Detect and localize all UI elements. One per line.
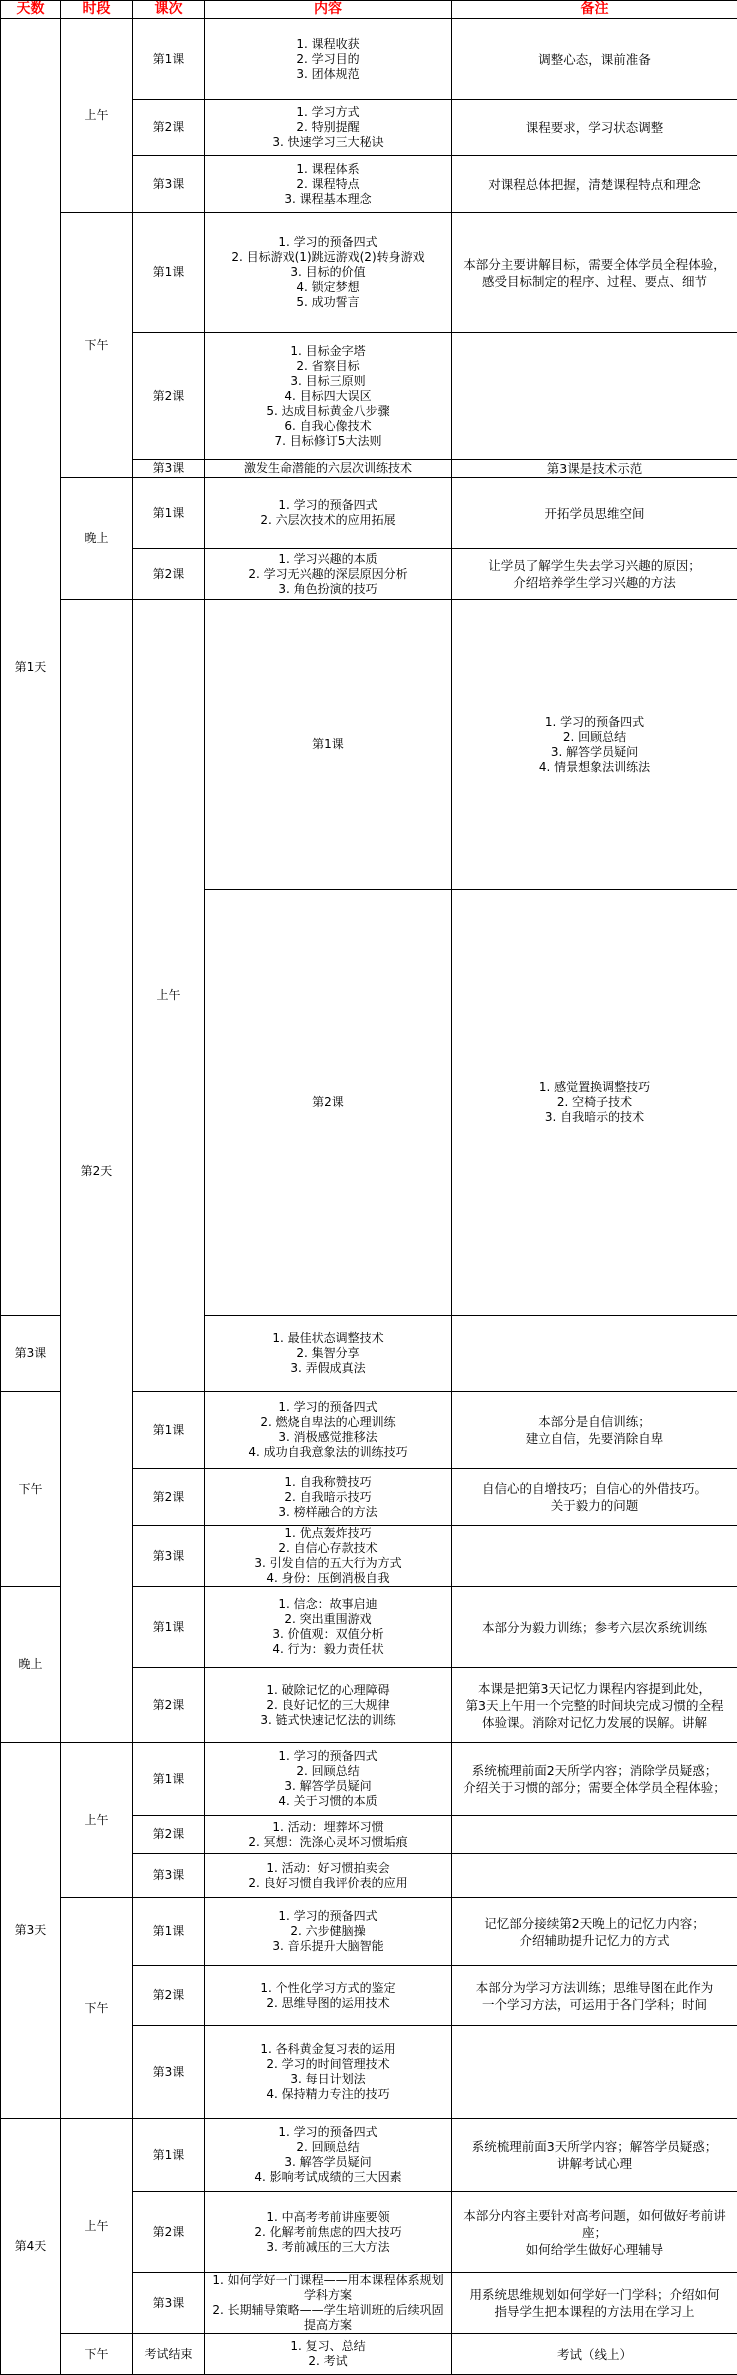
content-item: 4. 行为：毅力责任状: [207, 1642, 449, 1657]
table-row: [1, 600, 737, 890]
note-cell: [452, 156, 737, 213]
content-item: 1. 感觉置换调整技巧: [454, 1080, 735, 1095]
content-item: 3. 音乐提升大脑智能: [207, 1939, 449, 1954]
lesson-cell: 第3课: [133, 1526, 205, 1587]
content-item: 1. 目标金字塔: [207, 344, 449, 359]
note-cell: [452, 2192, 737, 2273]
content-item: 1. 课程体系: [207, 162, 449, 177]
content-item: 4. 情景想象法训练法: [454, 760, 735, 775]
content-cell: [205, 549, 452, 600]
note-line: 介绍辅助提升记忆力的方式: [454, 1932, 735, 1949]
period-cell: 上午: [61, 2119, 133, 2334]
content-item: 2. 回顾总结: [454, 730, 735, 745]
content-item: 1. 学习的预备四式: [207, 498, 449, 513]
content-cell: [205, 2334, 452, 2375]
note-line: 本部分为学习方法训练；思维导图在此作为: [454, 1979, 735, 1996]
content-item: 3. 团体规范: [207, 67, 449, 82]
content-item: 1. 最佳状态调整技术: [207, 1331, 449, 1346]
content-item: 3. 自我暗示的技术: [454, 1110, 735, 1125]
note-cell: [452, 1587, 737, 1668]
content-item: 2. 自信心存款技术: [207, 1541, 449, 1556]
content-item: 2. 长期辅导策略——学生培训班的后续巩固提高方案: [207, 2303, 449, 2333]
lesson-cell: 第1课: [133, 1392, 205, 1469]
content-item: 1. 各科黄金复习表的运用: [207, 2042, 449, 2057]
content-cell: [205, 1966, 452, 2026]
period-cell: 下午: [61, 2334, 133, 2375]
content-cell: [205, 1469, 452, 1526]
table-row: [1, 2119, 737, 2192]
note-cell: [452, 549, 737, 600]
content-item: 2. 学习无兴趣的深层原因分析: [207, 567, 449, 582]
content-item: 3. 每日计划法: [207, 2072, 449, 2087]
day-cell: 第1天: [1, 19, 61, 1316]
note-line: 对课程总体把握，清楚课程特点和理念: [454, 176, 735, 193]
content-item: 6. 自我心像技术: [207, 419, 449, 434]
content-item: 1. 活动：好习惯拍卖会: [207, 1861, 449, 1876]
note-line: 本课是把第3天记忆力课程内容提到此处，: [454, 1680, 735, 1697]
content-cell: [205, 333, 452, 460]
content-cell: [205, 460, 452, 478]
content-item: 2. 学习目的: [207, 52, 449, 67]
note-line: 调整心态，课前准备: [454, 51, 735, 68]
period-cell: 上午: [61, 1743, 133, 1898]
content-cell: [205, 1668, 452, 1743]
content-item: 2. 特别提醒: [207, 120, 449, 135]
table-row: [1, 1898, 737, 1966]
content-item: 3. 目标的价值: [207, 265, 449, 280]
content-item: 4. 影响考试成绩的三大因素: [207, 2170, 449, 2185]
note-cell: [452, 1526, 737, 1587]
content-item: 3. 解答学员疑问: [207, 1779, 449, 1794]
content-cell: [205, 2026, 452, 2119]
content-cell: [205, 2273, 452, 2334]
table-row: [1, 1743, 737, 1816]
period-cell: 上午: [61, 19, 133, 213]
content-item: 3. 价值观：双值分析: [207, 1627, 449, 1642]
note-line: 课程要求，学习状态调整: [454, 119, 735, 136]
content-item: 3. 解答学员疑问: [454, 745, 735, 760]
note-line: 本部分是自信训练；: [454, 1413, 735, 1430]
note-line: 关于毅力的问题: [454, 1497, 735, 1514]
content-cell: [205, 478, 452, 549]
content-cell: [452, 890, 737, 1316]
content-cell: [205, 1587, 452, 1668]
note-line: 感受目标制定的程序、过程、要点、细节: [454, 273, 735, 290]
lesson-cell: 第2课: [205, 890, 452, 1316]
content-item: 5. 达成目标黄金八步骤: [207, 404, 449, 419]
content-item: 2. 学习的时间管理技术: [207, 2057, 449, 2072]
lesson-cell: 第1课: [205, 600, 452, 890]
content-cell: [205, 213, 452, 333]
lesson-cell: 第3课: [133, 1854, 205, 1898]
note-cell: [452, 213, 737, 333]
content-item: 1. 学习的预备四式: [454, 715, 735, 730]
lesson-cell: 第1课: [133, 213, 205, 333]
content-item: 4. 锁定梦想: [207, 280, 449, 295]
content-item: 1. 学习的预备四式: [207, 235, 449, 250]
note-line: 讲解考试心理: [454, 2155, 735, 2172]
content-cell: [205, 1898, 452, 1966]
content-item: 2. 燃烧自卑法的心理训练: [207, 1415, 449, 1430]
content-item: 2. 空椅子技术: [454, 1095, 735, 1110]
schedule-body: [1, 19, 737, 2375]
note-line: 系统梳理前面3天所学内容；解答学员疑惑；: [454, 2138, 735, 2155]
note-line: 建立自信，先要消除自卑: [454, 1430, 735, 1447]
content-item: 4. 关于习惯的本质: [207, 1794, 449, 1809]
note-line: 自信心的自增技巧；自信心的外借技巧。: [454, 1480, 735, 1497]
header-content: 内容: [205, 1, 452, 19]
note-line: 本部分主要讲解目标，需要全体学员全程体验，: [454, 256, 735, 273]
lesson-cell: 第3课: [133, 460, 205, 478]
content-item: 1. 个性化学习方式的鉴定: [207, 1981, 449, 1996]
content-cell: [205, 1743, 452, 1816]
note-cell: [452, 1966, 737, 2026]
lesson-cell: 第2课: [133, 1668, 205, 1743]
content-item: 3. 链式快速记忆法的训练: [207, 1713, 449, 1728]
note-line: 用系统思维规划如何学好一门学科；介绍如何: [454, 2286, 735, 2303]
table-row: [1, 478, 737, 549]
note-cell: [452, 460, 737, 478]
note-cell: [452, 2334, 737, 2375]
content-cell: [205, 1854, 452, 1898]
lesson-cell: 考试结束: [133, 2334, 205, 2375]
content-item: 2. 省察目标: [207, 359, 449, 374]
lesson-cell: 第1课: [133, 1743, 205, 1816]
period-cell: 下午: [1, 1392, 61, 1587]
content-item: 1. 学习的预备四式: [207, 1749, 449, 1764]
lesson-cell: 第1课: [133, 2119, 205, 2192]
note-cell: [452, 1668, 737, 1743]
note-cell: [452, 1316, 737, 1392]
content-item: 4. 成功自我意象法的训练技巧: [207, 1445, 449, 1460]
period-cell: 下午: [61, 1898, 133, 2119]
content-item: 3. 解答学员疑问: [207, 2155, 449, 2170]
content-item: 4. 目标四大误区: [207, 389, 449, 404]
table-row: [1, 19, 737, 100]
lesson-cell: 第2课: [133, 333, 205, 460]
content-item: 1. 学习的预备四式: [207, 1400, 449, 1415]
content-cell: [205, 1526, 452, 1587]
content-item: 5. 成功誓言: [207, 295, 449, 310]
content-item: 3. 目标三原则: [207, 374, 449, 389]
content-item: 激发生命潜能的六层次训练技术: [207, 461, 449, 476]
day-cell: 第3天: [1, 1743, 61, 2119]
lesson-cell: 第2课: [133, 2192, 205, 2273]
note-line: 第3天上午用一个完整的时间块完成习惯的全程: [454, 1697, 735, 1714]
content-cell: [205, 19, 452, 100]
content-item: 2. 化解考前焦虑的四大技巧: [207, 2225, 449, 2240]
note-line: 介绍关于习惯的部分；需要全体学员全程体验；: [454, 1779, 735, 1796]
note-line: 指导学生把本课程的方法用在学习上: [454, 2303, 735, 2320]
day-cell: 第2天: [61, 600, 133, 1743]
lesson-cell: 第2课: [133, 1966, 205, 2026]
content-item: 7. 目标修订5大法则: [207, 434, 449, 449]
lesson-cell: 第1课: [133, 478, 205, 549]
content-item: 2. 考试: [207, 2354, 449, 2369]
header-row: [1, 1, 737, 19]
content-item: 1. 复习、总结: [207, 2339, 449, 2354]
lesson-cell: 第2课: [133, 549, 205, 600]
content-item: 2. 课程特点: [207, 177, 449, 192]
note-cell: [452, 1816, 737, 1854]
lesson-cell: 第3课: [133, 156, 205, 213]
period-cell: 晚上: [1, 1587, 61, 1743]
content-item: 1. 优点轰炸技巧: [207, 1526, 449, 1541]
content-item: 1. 中高考考前讲座要领: [207, 2210, 449, 2225]
content-item: 3. 榜样融合的方法: [207, 1505, 449, 1520]
note-cell: [452, 2119, 737, 2192]
lesson-cell: 第2课: [133, 1816, 205, 1854]
note-cell: [452, 2026, 737, 2119]
content-item: 1. 学习的预备四式: [207, 1909, 449, 1924]
content-item: 3. 消极感觉推移法: [207, 1430, 449, 1445]
table-row: [1, 2334, 737, 2375]
header-day: 天数: [1, 1, 61, 19]
content-item: 1. 学习的预备四式: [207, 2125, 449, 2140]
note-cell: [452, 2273, 737, 2334]
note-cell: [452, 1898, 737, 1966]
content-item: 2. 集智分享: [207, 1346, 449, 1361]
content-item: 1. 自我称赞技巧: [207, 1475, 449, 1490]
note-cell: [452, 1469, 737, 1526]
lesson-cell: 第3课: [1, 1316, 61, 1392]
note-line: 系统梳理前面2天所学内容；消除学员疑惑；: [454, 1762, 735, 1779]
content-item: 1. 活动：埋葬坏习惯: [207, 1820, 449, 1835]
content-item: 3. 引发自信的五大行为方式: [207, 1556, 449, 1571]
content-item: 2. 六步健脑操: [207, 1924, 449, 1939]
day-cell: 第4天: [1, 2119, 61, 2375]
content-item: 1. 信念：故事启迪: [207, 1597, 449, 1612]
note-line: 开拓学员思维空间: [454, 505, 735, 522]
note-line: 本部分内容主要针对高考问题，如何做好考前讲座；: [454, 2207, 735, 2241]
content-item: 3. 考前减压的三大方法: [207, 2240, 449, 2255]
note-line: 一个学习方法，可运用于各门学科；时间: [454, 1996, 735, 2013]
note-line: 如何给学生做好心理辅导: [454, 2241, 735, 2258]
content-item: 3. 课程基本理念: [207, 192, 449, 207]
lesson-cell: 第2课: [133, 100, 205, 156]
content-cell: [205, 1316, 452, 1392]
content-item: 2. 回顾总结: [207, 1764, 449, 1779]
note-cell: [452, 333, 737, 460]
note-line: 第3课是技术示范: [454, 460, 735, 477]
note-line: 让学员了解学生失去学习兴趣的原因；: [454, 557, 735, 574]
content-item: 4. 保持精力专注的技巧: [207, 2087, 449, 2102]
content-item: 3. 角色扮演的技巧: [207, 582, 449, 597]
lesson-cell: 第3课: [133, 2026, 205, 2119]
content-cell: [205, 156, 452, 213]
content-item: 3. 弄假成真法: [207, 1361, 449, 1376]
content-cell: [205, 100, 452, 156]
lesson-cell: 第2课: [133, 1469, 205, 1526]
content-item: 2. 良好习惯自我评价表的应用: [207, 1876, 449, 1891]
note-cell: [452, 1392, 737, 1469]
content-item: 2. 目标游戏(1)跳远游戏(2)转身游戏: [207, 250, 449, 265]
note-line: 记忆部分接续第2天晚上的记忆力内容；: [454, 1915, 735, 1932]
content-item: 2. 自我暗示技巧: [207, 1490, 449, 1505]
content-cell: [205, 2192, 452, 2273]
note-cell: [452, 100, 737, 156]
lesson-cell: 第1课: [133, 1898, 205, 1966]
note-cell: [452, 1854, 737, 1898]
content-item: 2. 六层次技术的应用拓展: [207, 513, 449, 528]
content-cell: [205, 1816, 452, 1854]
lesson-cell: 第3课: [133, 2273, 205, 2334]
content-item: 3. 快速学习三大秘诀: [207, 135, 449, 150]
content-item: 1. 学习兴趣的本质: [207, 552, 449, 567]
content-item: 1. 学习方式: [207, 105, 449, 120]
content-item: 1. 破除记忆的心理障碍: [207, 1683, 449, 1698]
content-cell: [452, 600, 737, 890]
note-line: 介绍培养学生学习兴趣的方法: [454, 574, 735, 591]
content-cell: [205, 2119, 452, 2192]
content-item: 1. 如何学好一门课程——用本课程体系规划学科方案: [207, 2273, 449, 2303]
note-line: 本部分为毅力训练；参考六层次系统训练: [454, 1619, 735, 1636]
content-item: 1. 课程收获: [207, 37, 449, 52]
period-cell: 晚上: [61, 478, 133, 600]
period-cell: 上午: [133, 600, 205, 1392]
content-item: 2. 思维导图的运用技术: [207, 1996, 449, 2011]
note-line: 考试（线上）: [454, 2346, 735, 2363]
header-period: 时段: [61, 1, 133, 19]
note-cell: [452, 478, 737, 549]
content-item: 2. 回顾总结: [207, 2140, 449, 2155]
content-item: 2. 冥想：洗涤心灵坏习惯垢痕: [207, 1835, 449, 1850]
note-cell: [452, 1743, 737, 1816]
period-cell: 下午: [61, 213, 133, 478]
content-item: 4. 身份：压倒消极自我: [207, 1571, 449, 1586]
content-cell: [205, 1392, 452, 1469]
content-item: 2. 突出重围游戏: [207, 1612, 449, 1627]
lesson-cell: 第1课: [133, 19, 205, 100]
note-cell: [452, 19, 737, 100]
lesson-cell: 第1课: [133, 1587, 205, 1668]
note-line: 体验课。消除对记忆力发展的误解。讲解: [454, 1714, 735, 1731]
table-row: [1, 213, 737, 333]
header-lesson: 课次: [133, 1, 205, 19]
header-note: 备注: [452, 1, 737, 19]
content-item: 2. 良好记忆的三大规律: [207, 1698, 449, 1713]
